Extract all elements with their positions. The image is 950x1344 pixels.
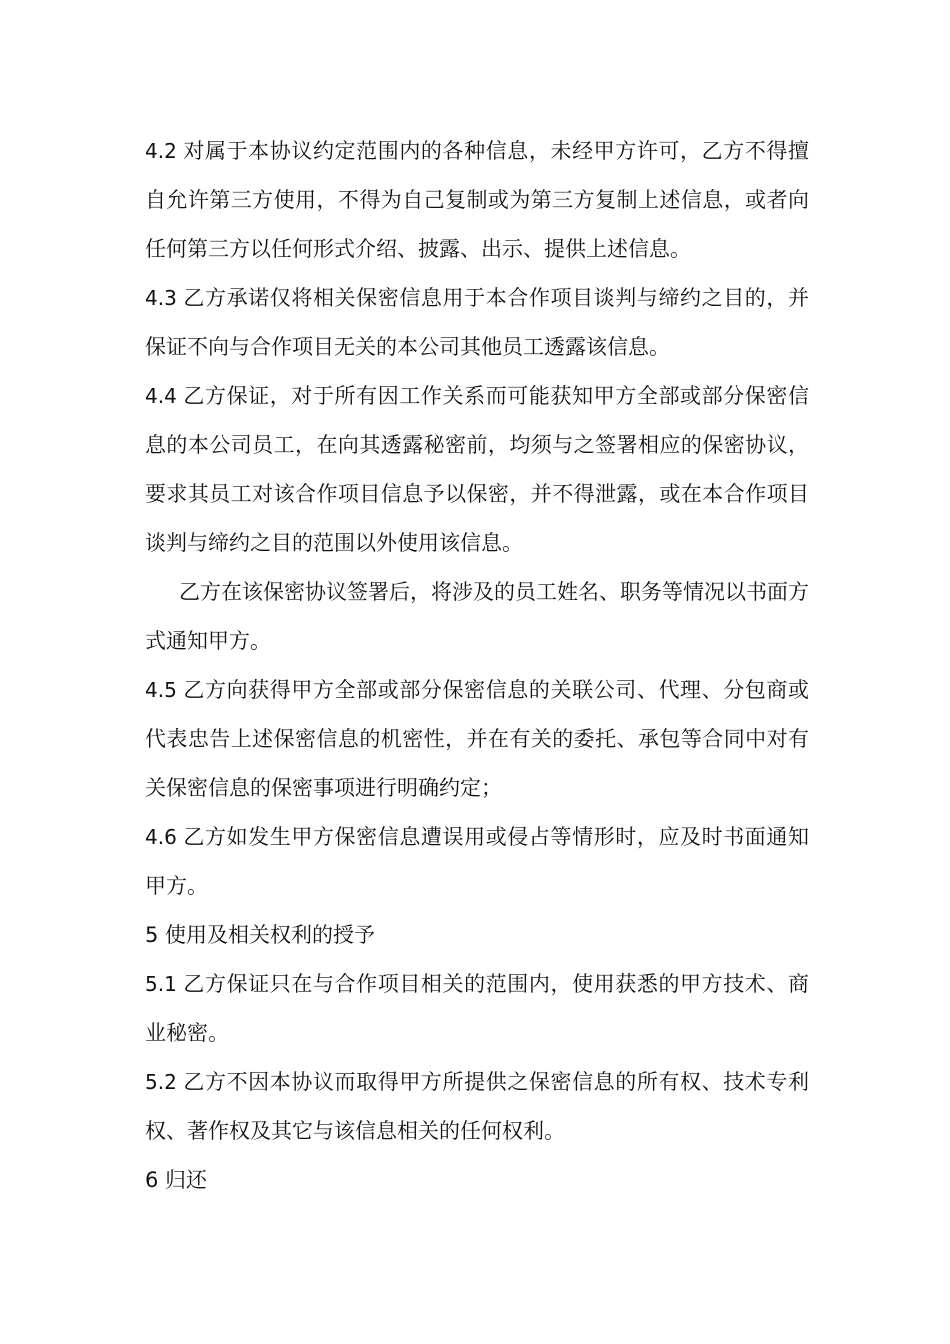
- section-6-heading: 6 归还: [145, 1168, 208, 1192]
- clause-text: 乙方向获得甲方全部或部分保密信息的关联公司、代理、分包商或代表忠告上述保密信息的机密性，并在有关的委托、承包等合同中对有关保密信息的保密事项进行明确约定；: [145, 678, 809, 800]
- clause-number: 4.4: [145, 384, 177, 408]
- section-5-heading: 5 使用及相关权利的授予: [145, 923, 376, 947]
- clause-text: 乙方保证，对于所有因工作关系而可能获知甲方全部或部分保密信息的本公司员工，在向其透露秘密前，均须与之签署相应的保密协议，要求其员工对该合作项目信息予以保密，并不得泄露，或在本合作项目谈判与缔约之目的范围以外使用该信息。: [145, 384, 809, 555]
- clause-text: 乙方保证只在与合作项目相关的范围内，使用获悉的甲方技术、商业秘密。: [145, 972, 809, 1045]
- clause-4-4: [145, 372, 809, 568]
- clause-number: 4.3: [145, 286, 177, 310]
- clause-number: 4.5: [145, 678, 177, 702]
- clause-4-6: [145, 813, 809, 911]
- clause-5-2: [145, 1058, 809, 1156]
- clause-5-1: [145, 960, 809, 1058]
- clause-4-4-note: [145, 568, 809, 666]
- clause-text: 乙方如发生甲方保密信息遭误用或侵占等情形时，应及时书面通知甲方。: [145, 825, 809, 898]
- clause-number: 5.2: [145, 1070, 177, 1094]
- clause-4-5: [145, 666, 809, 813]
- clause-text: 乙方不因本协议而取得甲方所提供之保密信息的所有权、技术专利权、著作权及其它与该信息相关的任何权利。: [145, 1070, 809, 1143]
- clause-text: 乙方在该保密协议签署后，将涉及的员工姓名、职务等情况以书面方式通知甲方。: [145, 580, 809, 653]
- clause-number: 4.6: [145, 825, 177, 849]
- clause-number: 5.1: [145, 972, 177, 996]
- clause-number: 4.2: [145, 139, 177, 163]
- clause-text: 乙方承诺仅将相关保密信息用于本合作项目谈判与缔约之目的，并保证不向与合作项目无关的本公司其他员工透露该信息。: [145, 286, 809, 359]
- clause-4-2: [145, 127, 809, 274]
- document-body: [145, 127, 809, 1205]
- clause-4-3: [145, 274, 809, 372]
- clause-text: 对属于本协议约定范围内的各种信息，未经甲方许可，乙方不得擅自允许第三方使用，不得为自己复制或为第三方复制上述信息，或者向任何第三方以任何形式介绍、披露、出示、提供上述信息。: [145, 139, 809, 261]
